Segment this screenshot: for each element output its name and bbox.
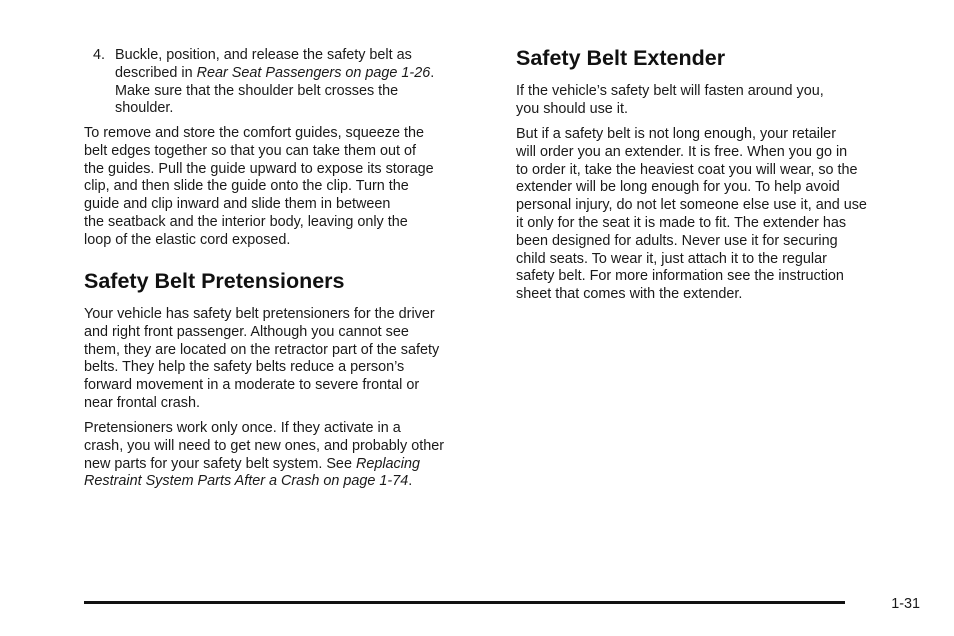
step-4-line-1: Buckle, position, and release the safety belt as [115, 47, 412, 63]
extender-p1-line-1: If the vehicle’s safety belt will fasten around you, [516, 83, 824, 99]
extender-p2-line-6: it only for the seat it is made to fit. The extender has [516, 214, 847, 231]
pretensioners-p1-line-2: and right front passenger. Although you cannot see [84, 323, 409, 340]
step-4-line-2-suffix: . [430, 64, 435, 81]
step-4-line-2-prefix: described in [115, 64, 197, 81]
extender-p2-line-3: to order it, take the heaviest coat you will wear, so the [516, 161, 858, 178]
pretensioners-p2-line-1: Pretensioners work only once. If they activate in a [84, 420, 401, 436]
pretensioners-p2-line-3-prefix: new parts for your safety belt system. See [84, 455, 356, 472]
extender-p2-line-9: safety belt. For more information see the instruction [516, 268, 844, 285]
pretensioners-p1-line-4: belts. They help the safety belts reduce a person’s [84, 359, 405, 376]
replacing-restraint-reference-end[interactable]: Restraint System Parts After a Crash on page 1-74 [84, 473, 409, 490]
pretensioners-p1-line-6: near frontal crash. [84, 394, 200, 411]
extender-p2-line-8: child seats. To wear it, just attach it to the regular [516, 250, 827, 267]
comfort-line-6: the seatback and the interior body, leaving only the [84, 213, 408, 230]
step-4-line-2 [115, 65, 495, 83]
extender-p2-line-2: will order you an extender. It is free. When you go in [516, 143, 848, 160]
pretensioners-heading: Safety Belt Pretensioners [84, 269, 345, 293]
step-4-text [115, 47, 495, 118]
extender-paragraph-2 [516, 126, 916, 304]
step-4-line-4: shoulder. [115, 100, 174, 117]
pretensioners-p1-line-5: forward movement in a moderate to severe frontal or [84, 377, 420, 394]
extender-p2-line-7: been designed for adults. Never use it for securing [516, 232, 838, 249]
pretensioners-paragraph-1 [84, 306, 492, 413]
extender-p2-line-4: extender will be long enough for you. To help avoid [516, 179, 840, 196]
footer-divider [84, 601, 845, 604]
pretensioners-p2-line-4-suffix: . [408, 473, 413, 490]
comfort-guides-paragraph [84, 125, 492, 250]
extender-paragraph-1 [516, 83, 916, 119]
page-number: 1-31 [891, 596, 920, 612]
comfort-line-7: loop of the elastic cord exposed. [84, 231, 291, 248]
pretensioners-p2-line-2: crash, you will need to get new ones, and probably other [84, 437, 444, 454]
comfort-line-1: To remove and store the comfort guides, squeeze the [84, 125, 424, 141]
pretensioners-p1-line-3: them, they are located on the retractor part of the safety [84, 341, 440, 358]
extender-p2-line-1: But if a safety belt is not long enough, your retailer [516, 126, 836, 142]
comfort-line-2: belt edges together so that you can take them out of [84, 142, 417, 159]
extender-p2-line-5: personal injury, do not let someone else use it, and use [516, 197, 867, 214]
extender-p1-line-2: you should use it. [516, 100, 628, 117]
comfort-line-5: guide and clip inward and slide them in between [84, 196, 391, 213]
pretensioners-p2-line-4 [84, 473, 492, 491]
step-4-line-3: Make sure that the shoulder belt crosses the [115, 82, 399, 99]
extender-p2-line-10: sheet that comes with the extender. [516, 286, 743, 303]
extender-heading: Safety Belt Extender [516, 46, 726, 70]
replacing-restraint-reference-start[interactable]: Replacing [355, 455, 420, 472]
comfort-line-3: the guides. Pull the guide upward to expose its storage [84, 160, 434, 177]
pretensioners-p1-line-1: Your vehicle has safety belt pretensioners for the driver [84, 306, 435, 322]
step-number: 4. [93, 47, 106, 63]
rear-seat-passengers-reference[interactable]: Rear Seat Passengers on page 1-26 [196, 64, 431, 81]
comfort-line-4: clip, and then slide the guide onto the clip. Turn the [84, 178, 409, 195]
pretensioners-paragraph-2 [84, 420, 492, 491]
pretensioners-p2-line-3 [84, 456, 492, 474]
